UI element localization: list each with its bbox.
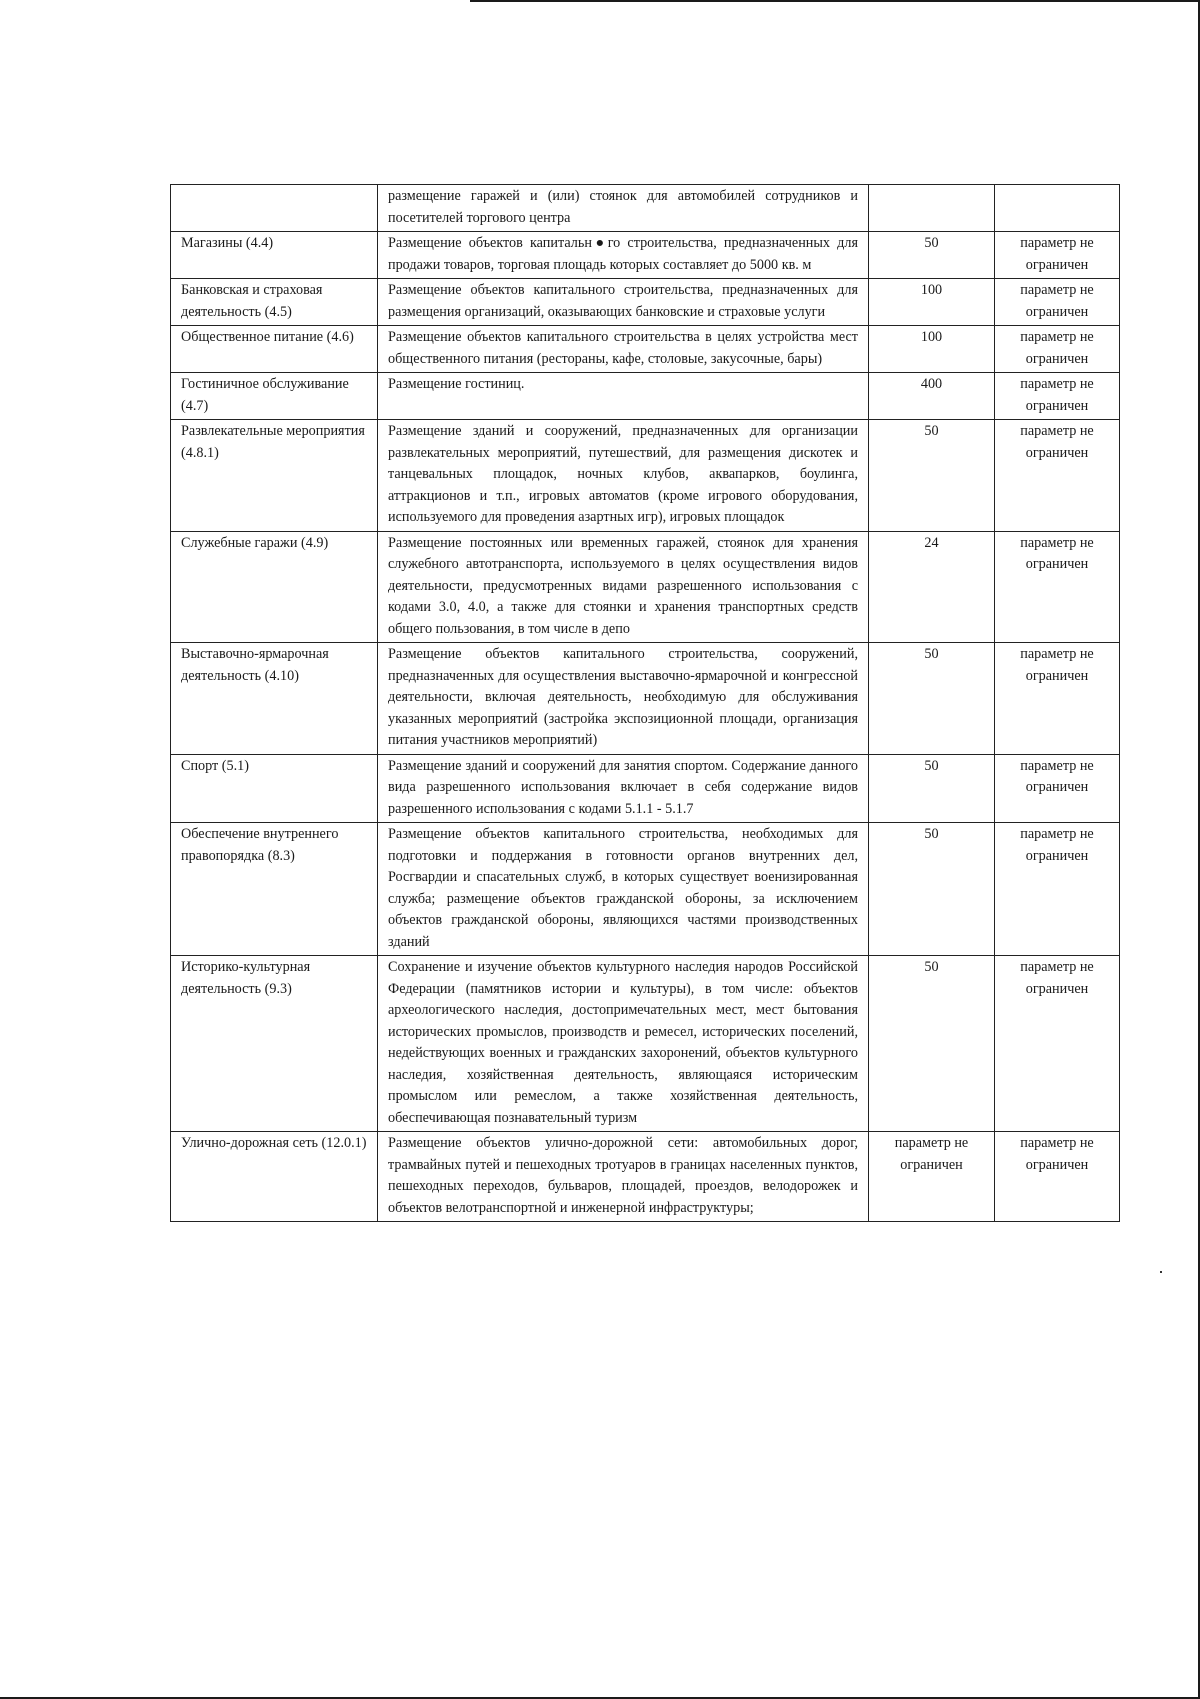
- max-parameter-cell: параметр не ограничен: [995, 1132, 1120, 1222]
- max-parameter-cell: параметр не ограничен: [995, 643, 1120, 755]
- table-row: [171, 232, 1120, 279]
- use-name-cell: Банковская и страховая деятельность (4.5): [171, 279, 378, 326]
- min-area-cell: 50: [869, 823, 995, 956]
- scan-artifact-dot: [1160, 1271, 1162, 1273]
- table-row: [171, 1132, 1120, 1222]
- max-parameter-cell: параметр не ограничен: [995, 823, 1120, 956]
- use-name-cell: Спорт (5.1): [171, 754, 378, 823]
- min-area-cell: 50: [869, 956, 995, 1132]
- use-name-cell: Историко-культурная деятельность (9.3): [171, 956, 378, 1132]
- use-name-cell: Развлекательные мероприятия (4.8.1): [171, 420, 378, 532]
- min-area-cell: 50: [869, 232, 995, 279]
- max-parameter-cell: параметр не ограничен: [995, 956, 1120, 1132]
- min-area-cell: [869, 185, 995, 232]
- min-area-cell: 400: [869, 373, 995, 420]
- table-row: [171, 326, 1120, 373]
- use-description-cell: Размещение объектов улично-дорожной сети: автомобильных дорог, трамвайных путей и пешеходных тротуаров в границах населенных пунктов, пешеходных переходов, бульваров, площадей, проездов, велодорожек и объектов велотранспортной и инженерной инфраструктуры;: [378, 1132, 869, 1222]
- use-description-cell: Размещение зданий и сооружений, предназначенных для организации развлекательных мероприятий, путешествий, для размещения дискотек и танцевальных площадок, ночных клубов, аквапарков, боулинга, аттракционов и т.п., игровых автоматов (кроме игрового оборудования, используемого для проведения азартных игр), игровых площадок: [378, 420, 869, 532]
- use-name-cell: Улично-дорожная сеть (12.0.1): [171, 1132, 378, 1222]
- table-row: [171, 185, 1120, 232]
- use-name-cell: Общественное питание (4.6): [171, 326, 378, 373]
- land-use-table: [170, 184, 1120, 1222]
- use-description-cell: Размещение объектов капитального строительства, предназначенных для размещения организаций, оказывающих банковские и страховые услуги: [378, 279, 869, 326]
- max-parameter-cell: параметр не ограничен: [995, 420, 1120, 532]
- use-name-cell: Служебные гаражи (4.9): [171, 531, 378, 643]
- use-description-cell: Размещение зданий и сооружений для занятия спортом. Содержание данного вида разрешенного использования включает в себя содержание видов разрешенного использования с кодами 5.1.1 - 5.1.7: [378, 754, 869, 823]
- use-description-cell: Размещение объектов капитального строительства, сооружений, предназначенных для осуществления выставочно-ярмарочной и конгрессной деятельности, включая деятельность, необходимую для обслуживания указанных мероприятий (застройка экспозиционной площади, организация питания участников мероприятий): [378, 643, 869, 755]
- use-name-cell: Гостиничное обслуживание (4.7): [171, 373, 378, 420]
- table-row: [171, 420, 1120, 532]
- min-area-cell: параметр не ограничен: [869, 1132, 995, 1222]
- max-parameter-cell: параметр не ограничен: [995, 754, 1120, 823]
- min-area-cell: 24: [869, 531, 995, 643]
- min-area-cell: 100: [869, 279, 995, 326]
- max-parameter-cell: параметр не ограничен: [995, 531, 1120, 643]
- use-name-cell: Выставочно-ярмарочная деятельность (4.10): [171, 643, 378, 755]
- use-description-cell: Размещение постоянных или временных гаражей, стоянок для хранения служебного автотранспорта, используемого в целях осуществления видов деятельности, предусмотренных видами разрешенного использования с кодами 3.0, 4.0, а также для стоянки и хранения транспортных средств общего пользования, в том числе в депо: [378, 531, 869, 643]
- max-parameter-cell: [995, 185, 1120, 232]
- max-parameter-cell: параметр не ограничен: [995, 373, 1120, 420]
- page-border-top: [470, 0, 1200, 2]
- table-row: [171, 823, 1120, 956]
- use-description-cell: Размещение объектов капитального строительства в целях устройства мест общественного питания (рестораны, кафе, столовые, закусочные, бары): [378, 326, 869, 373]
- use-name-cell: Магазины (4.4): [171, 232, 378, 279]
- min-area-cell: 50: [869, 420, 995, 532]
- table-row: [171, 531, 1120, 643]
- table-row: [171, 373, 1120, 420]
- table-row: [171, 754, 1120, 823]
- table-row: [171, 279, 1120, 326]
- use-name-cell: Обеспечение внутреннего правопорядка (8.3): [171, 823, 378, 956]
- use-description-cell: Сохранение и изучение объектов культурного наследия народов Российской Федерации (памятников истории и культуры), в том числе: объектов археологического наследия, достопримечательных мест, мест бытования исторических промыслов, производств и ремесел, исторических поселений, недействующих военных и гражданских захоронений, объектов культурного наследия, хозяйственная деятельность, являющаяся историческим промыслом или ремеслом, а также хозяйственная деятельность, обеспечивающая познавательный туризм: [378, 956, 869, 1132]
- max-parameter-cell: параметр не ограничен: [995, 326, 1120, 373]
- use-name-cell: [171, 185, 378, 232]
- min-area-cell: 50: [869, 643, 995, 755]
- table-row: [171, 643, 1120, 755]
- min-area-cell: 100: [869, 326, 995, 373]
- use-description-cell: Размещение гостиниц.: [378, 373, 869, 420]
- table-row: [171, 956, 1120, 1132]
- use-description-cell: Размещение объектов капитальн●го строительства, предназначенных для продажи товаров, торговая площадь которых составляет до 5000 кв. м: [378, 232, 869, 279]
- max-parameter-cell: параметр не ограничен: [995, 279, 1120, 326]
- min-area-cell: 50: [869, 754, 995, 823]
- max-parameter-cell: параметр не ограничен: [995, 232, 1120, 279]
- use-description-cell: размещение гаражей и (или) стоянок для автомобилей сотрудников и посетителей торгового центра: [378, 185, 869, 232]
- use-description-cell: Размещение объектов капитального строительства, необходимых для подготовки и поддержания в готовности органов внутренних дел, Росгвардии и спасательных служб, в которых существует военизированная служба; размещение объектов гражданской обороны, за исключением объектов гражданской обороны, являющихся частями производственных зданий: [378, 823, 869, 956]
